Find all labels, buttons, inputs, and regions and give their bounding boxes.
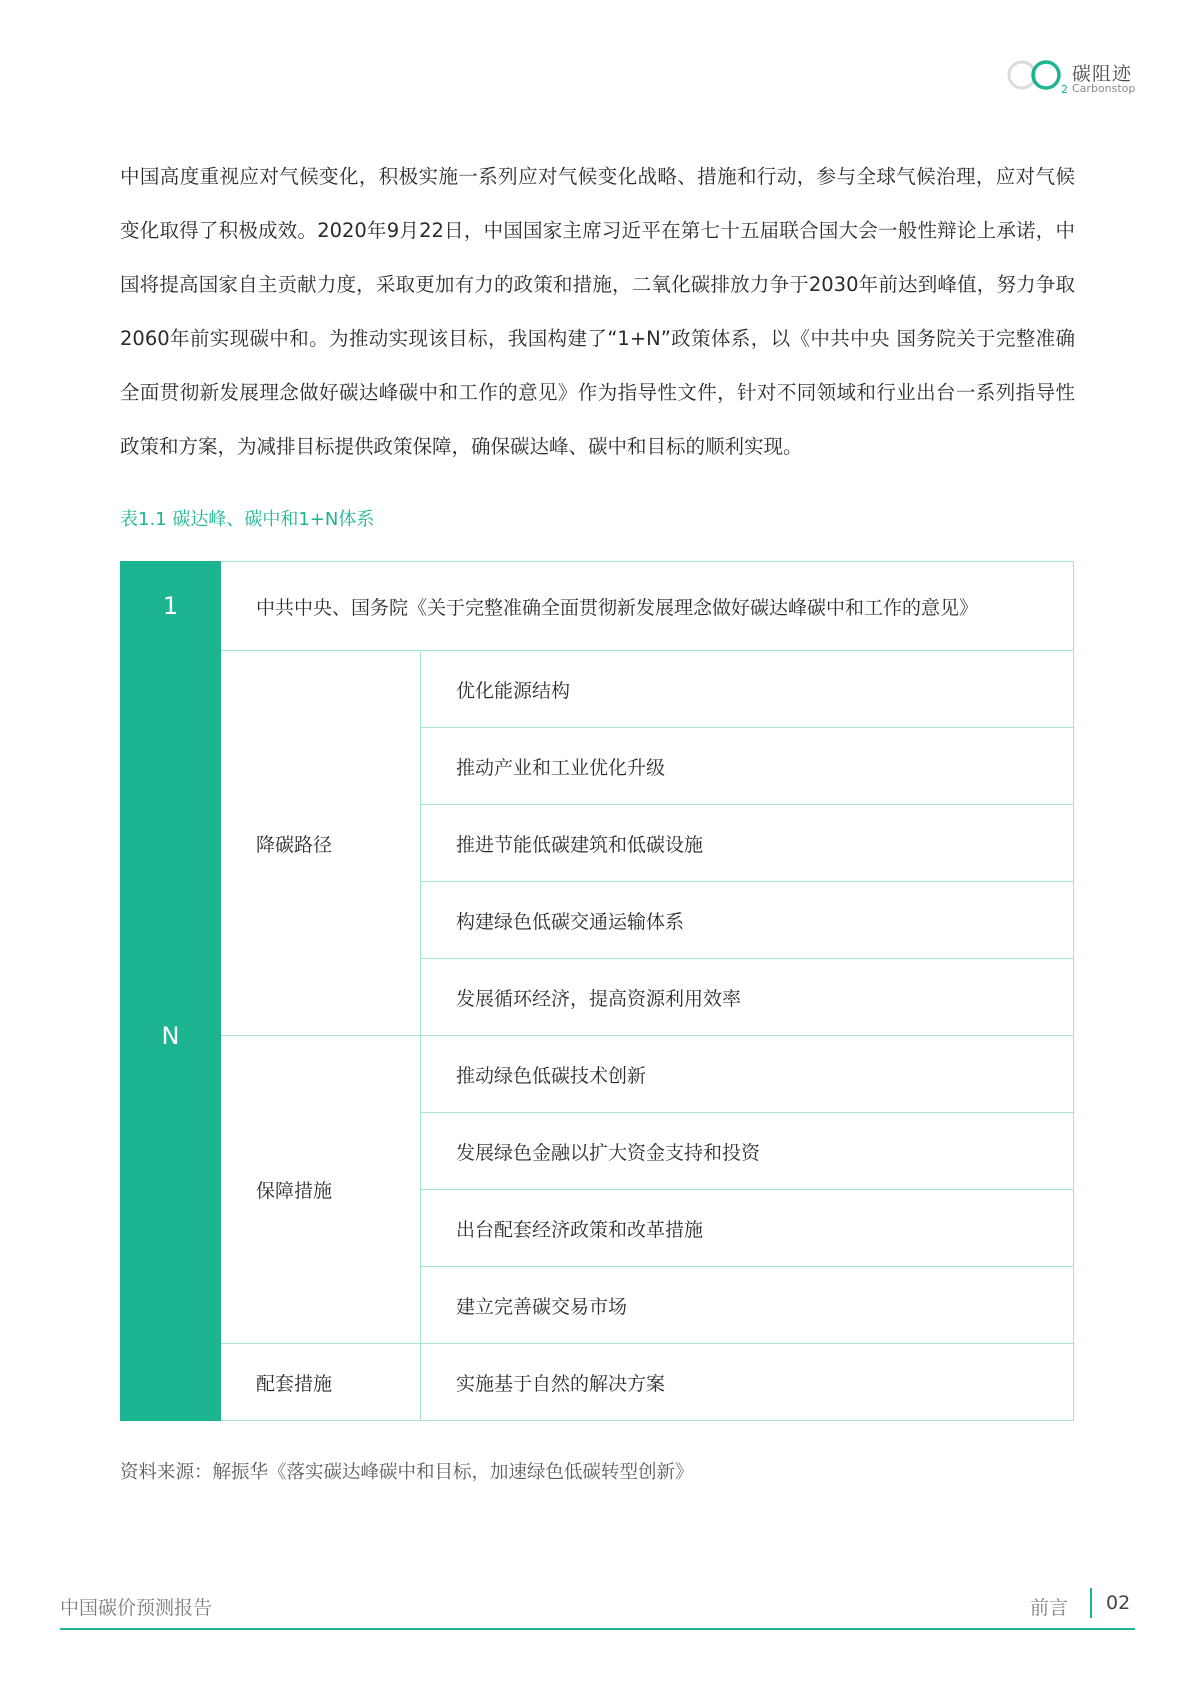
svg-text:2: 2 [1061, 83, 1068, 95]
measure-cell: 推进节能低碳建筑和低碳设施 [421, 805, 1074, 882]
measure-cell: 推动产业和工业优化升级 [421, 728, 1074, 805]
logo-name-en: Carbonstop [1072, 82, 1136, 95]
category-cell: 保障措施 [221, 1036, 421, 1344]
measure-cell: 发展循环经济，提高资源利用效率 [421, 959, 1074, 1036]
carbonstop-logo [1006, 55, 1136, 95]
table-row [121, 1344, 1074, 1421]
measure-cell: 建立完善碳交易市场 [421, 1267, 1074, 1344]
footer-rule [60, 1628, 1135, 1630]
page-number: 02 [1106, 1592, 1131, 1614]
footer-report-title: 中国碳价预测报告 [60, 1597, 213, 1619]
category-cell: 配套措施 [221, 1344, 421, 1421]
table-caption: 表1.1 碳达峰、碳中和1+N体系 [120, 509, 375, 530]
footer-section-name: 前言 [1030, 1597, 1069, 1619]
table-row [121, 651, 1074, 728]
table-row [121, 1036, 1074, 1113]
row-key-n: N [121, 651, 221, 1421]
source-note: 资料来源：解振华《落实碳达峰碳中和目标，加速绿色低碳转型创新》 [120, 1462, 694, 1483]
measure-cell: 出台配套经济政策和改革措施 [421, 1190, 1074, 1267]
measure-cell: 优化能源结构 [421, 651, 1074, 728]
row-key-1: 1 [121, 562, 221, 651]
row-1-title: 中共中央、国务院《关于完整准确全面贯彻新发展理念做好碳达峰碳中和工作的意见》 [221, 562, 1074, 651]
category-cell: 降碳路径 [221, 651, 421, 1036]
policy-system-table [120, 561, 1074, 1421]
measure-cell: 推动绿色低碳技术创新 [421, 1036, 1074, 1113]
logo-name-cn: 碳阻迹 [1072, 63, 1133, 85]
measure-cell: 实施基于自然的解决方案 [421, 1344, 1074, 1421]
footer-divider [1090, 1588, 1092, 1618]
co2-logo-icon [1006, 59, 1070, 95]
intro-paragraph: 中国高度重视应对气候变化，积极实施一系列应对气候变化战略、措施和行动，参与全球气候治理，应对气候变化取得了积极成效。2020年9月22日，中国国家主席习近平在第七十五届联合国大会一般性辩论上承诺，中国将提高国家自主贡献力度，采取更加有力的政策和措施，二氧化碳排放力争于2030年前达到峰值，努力争取2060年前实现碳中和。为推动实现该目标，我国构建了“1+N”政策体系，以《中共中央 国务院关于完整准确全面贯彻新发展理念做好碳达峰碳中和工作的意见》作为指导性文件，针对不同领域和行业出台一系列指导性政策和方案，为减排目标提供政策保障，确保碳达峰、碳中和目标的顺利实现。 [120, 165, 1075, 458]
table-row-1 [121, 562, 1074, 651]
measure-cell: 发展绿色金融以扩大资金支持和投资 [421, 1113, 1074, 1190]
measure-cell: 构建绿色低碳交通运输体系 [421, 882, 1074, 959]
